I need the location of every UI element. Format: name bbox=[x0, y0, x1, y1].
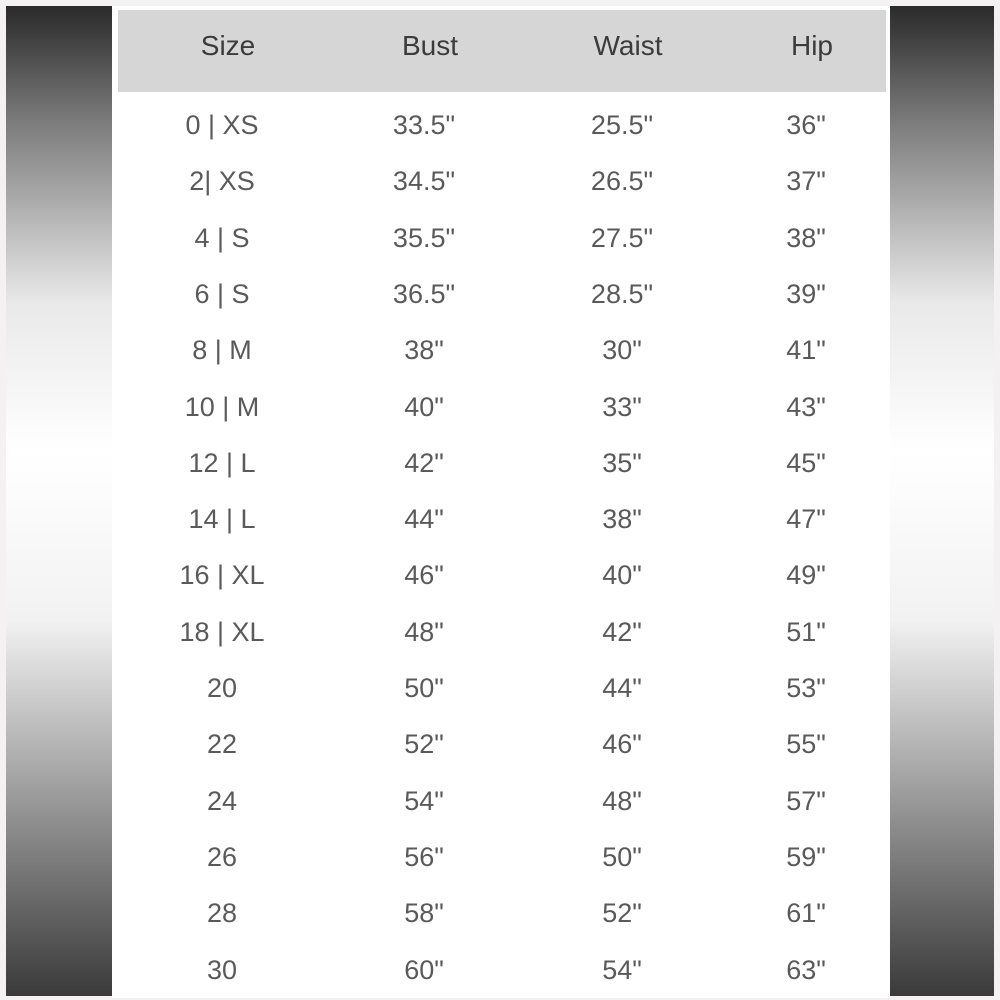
cell-bust: 46" bbox=[404, 560, 444, 591]
table-row bbox=[112, 97, 890, 153]
cell-waist: 54" bbox=[602, 954, 642, 985]
header-size: Size bbox=[200, 30, 256, 61]
cell-size: 12 | L bbox=[188, 447, 256, 478]
cell-size: 22 bbox=[206, 729, 238, 760]
cell-waist: 35" bbox=[602, 447, 642, 478]
cell-size: 18 | XL bbox=[179, 616, 265, 647]
cell-size: 10 | M bbox=[184, 391, 260, 422]
cell-waist: 27.5" bbox=[590, 222, 654, 253]
cell-bust: 50" bbox=[404, 673, 444, 703]
cell-waist: 38" bbox=[602, 504, 642, 535]
cell-bust: 44" bbox=[404, 504, 444, 535]
cell-hip: 37" bbox=[786, 166, 826, 197]
cell-bust: 52" bbox=[404, 729, 444, 760]
table-row bbox=[112, 435, 890, 491]
cell-size: 8 | M bbox=[192, 335, 252, 366]
cell-size: 24 bbox=[206, 785, 238, 816]
cell-bust: 48" bbox=[404, 616, 444, 647]
cell-bust: 35.5" bbox=[392, 222, 456, 253]
cell-hip: 57" bbox=[786, 785, 826, 816]
cell-bust: 33.5" bbox=[392, 110, 456, 140]
cell-size: 16 | XL bbox=[179, 560, 265, 591]
cell-bust: 56" bbox=[404, 841, 444, 872]
table-row bbox=[112, 716, 890, 772]
header-hip: Hip bbox=[790, 30, 833, 61]
cell-bust: 38" bbox=[404, 335, 444, 366]
table-row bbox=[112, 773, 890, 829]
cell-waist: 48" bbox=[602, 785, 642, 816]
cell-size: 30 bbox=[206, 954, 238, 985]
cell-waist: 50" bbox=[602, 841, 642, 872]
cell-waist: 52" bbox=[602, 898, 642, 929]
table-row bbox=[112, 153, 890, 209]
cell-size: 4 | S bbox=[194, 222, 250, 253]
cell-hip: 53" bbox=[786, 673, 826, 703]
cell-size: 0 | XS bbox=[185, 110, 259, 140]
table-row bbox=[112, 942, 890, 998]
cell-size: 2| XS bbox=[189, 166, 255, 197]
cell-waist: 30" bbox=[602, 335, 642, 366]
cell-waist: 46" bbox=[602, 729, 642, 760]
cell-bust: 60" bbox=[404, 954, 444, 985]
cell-hip: 38" bbox=[786, 222, 826, 253]
cell-size: 6 | S bbox=[194, 278, 250, 309]
table-row bbox=[112, 379, 890, 435]
cell-waist: 33" bbox=[602, 391, 642, 422]
cell-bust: 42" bbox=[404, 447, 444, 478]
cell-hip: 47" bbox=[786, 504, 826, 535]
cell-size: 28 bbox=[206, 898, 238, 929]
table-header-row bbox=[118, 10, 886, 92]
cell-hip: 39" bbox=[786, 278, 826, 309]
header-bust: Bust bbox=[401, 30, 459, 61]
table-row bbox=[112, 322, 890, 378]
table-row bbox=[112, 210, 890, 266]
cell-hip: 63" bbox=[786, 954, 826, 985]
cell-waist: 44" bbox=[602, 673, 642, 703]
table-row bbox=[112, 491, 890, 547]
cell-waist: 28.5" bbox=[590, 278, 654, 309]
cell-hip: 41" bbox=[786, 335, 826, 366]
cell-waist: 40" bbox=[602, 560, 642, 591]
cell-bust: 36.5" bbox=[392, 278, 456, 309]
cell-size: 20 bbox=[206, 673, 238, 703]
cell-hip: 45" bbox=[786, 447, 826, 478]
table-row bbox=[112, 885, 890, 941]
cell-hip: 49" bbox=[786, 560, 826, 591]
table-row bbox=[112, 604, 890, 660]
cell-size: 14 | L bbox=[188, 504, 256, 535]
cell-size: 26 bbox=[206, 841, 238, 872]
table-row bbox=[112, 266, 890, 322]
cell-waist: 42" bbox=[602, 616, 642, 647]
cell-waist: 26.5" bbox=[590, 166, 654, 197]
table-row bbox=[112, 547, 890, 603]
cell-bust: 58" bbox=[404, 898, 444, 929]
cell-hip: 43" bbox=[786, 391, 826, 422]
cell-hip: 61" bbox=[786, 898, 826, 929]
table-row bbox=[112, 660, 890, 716]
cell-hip: 55" bbox=[786, 729, 826, 760]
table-row bbox=[112, 829, 890, 885]
cell-hip: 36" bbox=[786, 110, 826, 140]
cell-bust: 34.5" bbox=[392, 166, 456, 197]
header-waist: Waist bbox=[593, 30, 663, 61]
cell-waist: 25.5" bbox=[590, 110, 654, 140]
size-chart-table bbox=[112, 6, 890, 998]
cell-hip: 51" bbox=[786, 616, 826, 647]
cell-bust: 54" bbox=[404, 785, 444, 816]
cell-bust: 40" bbox=[404, 391, 444, 422]
left-gradient-border bbox=[6, 6, 112, 996]
cell-hip: 59" bbox=[786, 841, 826, 872]
